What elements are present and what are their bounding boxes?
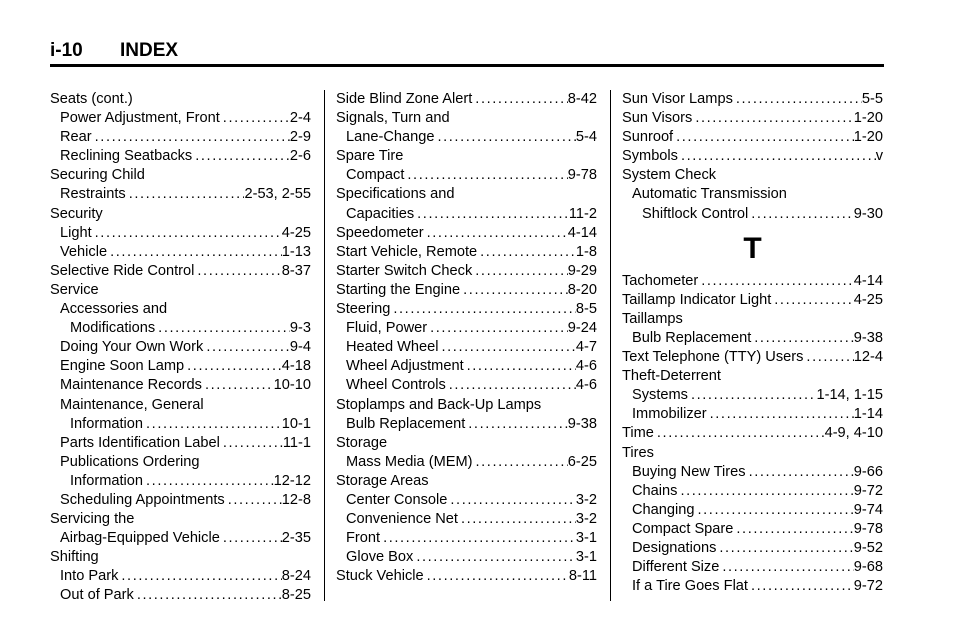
index-entry <box>336 243 597 262</box>
entry-term: Convenience Net <box>346 511 458 528</box>
entry-page-ref: 3-2 <box>575 511 597 528</box>
entry-term: Restraints <box>60 186 126 203</box>
index-entry <box>336 434 597 453</box>
index-entry <box>50 434 311 453</box>
dot-leader <box>107 243 282 262</box>
entry-page-ref: 5-5 <box>861 91 883 107</box>
entry-term: Mass Media (MEM) <box>346 453 473 470</box>
entry-term: Selective Ride Control <box>50 262 195 279</box>
entry-term: Maintenance, General <box>60 396 204 413</box>
entry-term: Compact Spare <box>632 520 734 537</box>
dot-leader <box>220 109 290 128</box>
entry-term: Starting the Engine <box>336 281 461 298</box>
entry-page-ref: 8-11 <box>568 568 597 585</box>
index-entry <box>336 281 597 300</box>
index-entry <box>622 463 883 482</box>
entry-page-ref: 4-25 <box>853 291 883 308</box>
index-entry <box>622 272 883 291</box>
entry-page-ref: 9-78 <box>853 520 883 537</box>
page-number: i-10 <box>50 40 83 61</box>
dot-leader <box>654 424 825 443</box>
entry-term: Into Park <box>60 568 119 585</box>
index-entry <box>336 300 597 319</box>
entry-term: Airbag-Equipped Vehicle <box>60 530 220 547</box>
dot-leader <box>143 472 274 491</box>
entry-term: Fluid, Power <box>346 320 428 337</box>
dot-leader <box>118 567 281 586</box>
column-divider <box>324 90 325 601</box>
index-entry <box>622 348 883 367</box>
index-entry <box>50 262 311 281</box>
dot-leader <box>707 405 854 424</box>
entry-term: Different Size <box>632 559 720 576</box>
index-entry <box>336 262 597 281</box>
index-entry <box>50 453 311 472</box>
index-entry <box>336 109 597 128</box>
entry-page-ref: 5-4 <box>575 129 597 146</box>
entry-term: Specifications and <box>336 186 455 203</box>
entry-term: Light <box>60 224 92 241</box>
index-column-3 <box>622 90 883 596</box>
index-entry <box>622 90 883 109</box>
index-entry <box>50 415 311 434</box>
entry-term: Bulb Replacement <box>346 415 466 432</box>
index-entry <box>336 166 597 185</box>
dot-leader <box>694 501 853 520</box>
entry-page-ref: 2-4 <box>289 110 311 127</box>
entry-page-ref: 1-14 <box>853 406 883 423</box>
entry-page-ref: 4-6 <box>575 377 597 394</box>
index-entry <box>336 128 597 147</box>
index-entry <box>622 128 883 147</box>
dot-leader <box>414 205 569 224</box>
index-entry <box>50 128 311 147</box>
dot-leader <box>424 567 569 586</box>
dot-leader <box>716 539 853 558</box>
entry-page-ref: 4-14 <box>567 224 597 241</box>
index-entry <box>622 501 883 520</box>
index-entry <box>622 405 883 424</box>
section-letter: T <box>743 231 762 265</box>
dot-leader <box>733 90 862 109</box>
entry-term: Publications Ordering <box>60 453 200 470</box>
entry-term: Out of Park <box>60 587 134 604</box>
index-entry <box>622 367 883 386</box>
dot-leader <box>203 338 290 357</box>
index-entry <box>622 577 883 596</box>
index-entry <box>622 444 883 463</box>
dot-leader <box>673 128 854 147</box>
dot-leader <box>194 262 281 281</box>
index-entry <box>50 319 311 338</box>
index-entry <box>622 310 883 329</box>
entry-page-ref: 10-10 <box>273 377 311 394</box>
index-entry <box>50 396 311 415</box>
index-entry <box>50 243 311 262</box>
index-entry <box>336 90 597 109</box>
entry-term: Buying New Tires <box>632 463 746 480</box>
dot-leader <box>143 415 282 434</box>
index-entry <box>336 472 597 491</box>
entry-term: Tachometer <box>622 272 699 289</box>
entry-term: Rear <box>60 129 92 146</box>
entry-page-ref: 9-72 <box>853 482 883 499</box>
index-entry <box>50 205 311 224</box>
dot-leader <box>390 300 576 319</box>
entry-page-ref: 10-1 <box>281 415 311 432</box>
dot-leader <box>472 262 568 281</box>
dot-leader <box>220 434 283 453</box>
entry-term: Doing Your Own Work <box>60 339 204 356</box>
entry-term: Securing Child <box>50 167 145 184</box>
dot-leader <box>473 453 568 472</box>
entry-page-ref: 9-3 <box>289 320 311 337</box>
entry-page-ref: 9-52 <box>853 539 883 556</box>
dot-leader <box>184 357 282 376</box>
entry-page-ref: 2-35 <box>281 530 311 547</box>
entry-term: Maintenance Records <box>60 377 202 394</box>
dot-leader <box>748 577 854 596</box>
entry-page-ref: 9-30 <box>853 205 883 222</box>
entry-term: Scheduling Appointments <box>60 491 225 508</box>
index-entry <box>50 548 311 567</box>
entry-page-ref: 4-6 <box>575 358 597 375</box>
index-entry <box>336 224 597 243</box>
dot-leader <box>688 386 817 405</box>
index-entry <box>336 415 597 434</box>
entry-page-ref: 3-1 <box>575 549 597 566</box>
entry-term: Storage <box>336 434 388 451</box>
index-entry <box>336 185 597 204</box>
index-entry <box>622 109 883 128</box>
index-entry <box>336 357 597 376</box>
entry-term: Capacities <box>346 205 415 222</box>
entry-term: Modifications <box>70 320 156 337</box>
entry-term: Wheel Controls <box>346 377 446 394</box>
entry-page-ref: 12-12 <box>273 472 311 489</box>
entry-page-ref: 11-2 <box>568 205 597 222</box>
entry-page-ref: 4-9, 4-10 <box>824 425 883 442</box>
index-entry <box>50 90 311 109</box>
entry-page-ref: 9-24 <box>567 320 597 337</box>
dot-leader <box>719 558 853 577</box>
index-entry <box>336 376 597 395</box>
entry-page-ref: 12-4 <box>853 349 883 366</box>
entry-page-ref: 9-78 <box>567 167 597 184</box>
entry-page-ref: 8-20 <box>567 281 597 298</box>
entry-page-ref: 2-9 <box>289 129 311 146</box>
entry-term: Vehicle <box>60 243 108 260</box>
index-entry <box>622 329 883 348</box>
dot-leader <box>477 243 576 262</box>
entry-term: If a Tire Goes Flat <box>632 578 748 595</box>
entry-page-ref: 2-6 <box>289 148 311 165</box>
dot-leader <box>404 166 567 185</box>
index-entry <box>50 300 311 319</box>
dot-leader <box>446 376 576 395</box>
entry-term: Taillamps <box>622 310 683 327</box>
index-entry <box>622 539 883 558</box>
index-column-1 <box>50 90 311 606</box>
dot-leader <box>225 491 282 510</box>
entry-term: Stuck Vehicle <box>336 568 424 585</box>
column-divider <box>610 90 611 601</box>
entry-page-ref: v <box>875 148 883 165</box>
index-entry <box>50 357 311 376</box>
index-entry <box>50 567 311 586</box>
entry-term: Stoplamps and Back-Up Lamps <box>336 396 542 413</box>
index-entry <box>622 386 883 405</box>
entry-term: Text Telephone (TTY) Users <box>622 349 804 366</box>
dot-leader <box>464 357 576 376</box>
entry-page-ref: 9-74 <box>853 501 883 518</box>
index-entry <box>50 224 311 243</box>
entry-term: Accessories and <box>60 301 168 318</box>
entry-page-ref: 4-18 <box>281 358 311 375</box>
entry-term: Wheel Adjustment <box>346 358 464 375</box>
entry-term: Sunroof <box>622 129 674 146</box>
entry-page-ref: 9-68 <box>853 559 883 576</box>
entry-term: Taillamp Indicator Light <box>622 291 772 308</box>
index-entry <box>336 338 597 357</box>
index-entry <box>336 510 597 529</box>
dot-leader <box>92 128 290 147</box>
entry-term: Immobilizer <box>632 406 707 423</box>
entry-page-ref: 4-25 <box>281 224 311 241</box>
entry-page-ref: 8-37 <box>281 262 311 279</box>
index-entry <box>622 558 883 577</box>
entry-term: Signals, Turn and <box>336 110 450 127</box>
index-entry <box>50 147 311 166</box>
index-entry <box>336 453 597 472</box>
dot-leader <box>438 338 575 357</box>
index-entry <box>336 567 597 586</box>
entry-term: Lane-Change <box>346 129 435 146</box>
dot-leader <box>465 415 568 434</box>
index-entry <box>336 529 597 548</box>
index-entry <box>50 376 311 395</box>
entry-term: Bulb Replacement <box>632 329 752 346</box>
entry-term: Side Blind Zone Alert <box>336 91 473 107</box>
entry-page-ref: 9-38 <box>567 415 597 432</box>
entry-page-ref: 1-20 <box>853 129 883 146</box>
page-title: INDEX <box>120 40 179 61</box>
entry-term: Theft-Deterrent <box>622 368 721 385</box>
index-entry <box>50 109 311 128</box>
entry-term: Automatic Transmission <box>632 186 787 203</box>
entry-term: Start Vehicle, Remote <box>336 243 478 260</box>
entry-page-ref: 3-1 <box>575 530 597 547</box>
entry-page-ref: 1-13 <box>281 243 311 260</box>
entry-term: Steering <box>336 301 391 318</box>
index-entry <box>336 548 597 567</box>
entry-page-ref: 9-4 <box>289 339 311 356</box>
entry-term: System Check <box>622 167 717 184</box>
dot-leader <box>380 529 576 548</box>
index-entry <box>50 281 311 300</box>
index-entry <box>622 166 883 185</box>
index-entry <box>50 491 311 510</box>
dot-leader <box>192 147 290 166</box>
entry-term: Starter Switch Check <box>336 262 473 279</box>
page-header <box>50 38 884 67</box>
index-entry <box>50 338 311 357</box>
dot-leader <box>424 224 568 243</box>
entry-page-ref: 8-24 <box>281 568 311 585</box>
dot-leader <box>751 329 854 348</box>
dot-leader <box>134 586 282 605</box>
entry-term: Glove Box <box>346 549 414 566</box>
dot-leader <box>748 205 854 224</box>
index-entry <box>336 147 597 166</box>
index-entry <box>622 520 883 539</box>
entry-term: Time <box>622 425 654 442</box>
dot-leader <box>677 482 853 501</box>
entry-page-ref: 3-2 <box>575 491 597 508</box>
dot-leader <box>447 491 576 510</box>
dot-leader <box>746 463 854 482</box>
entry-term: Symbols <box>622 148 678 165</box>
entry-page-ref: 9-29 <box>567 262 597 279</box>
entry-term: Sun Visors <box>622 110 693 127</box>
entry-page-ref: 1-20 <box>853 110 883 127</box>
entry-page-ref: 12-8 <box>281 491 311 508</box>
dot-leader <box>427 319 568 338</box>
entry-term: Power Adjustment, Front <box>60 110 220 127</box>
index-entry <box>50 529 311 548</box>
index-entry <box>336 396 597 415</box>
dot-leader <box>92 224 282 243</box>
entry-page-ref: 9-66 <box>853 463 883 480</box>
entry-term: Storage Areas <box>336 472 429 489</box>
entry-term: Systems <box>632 387 688 404</box>
entry-term: Compact <box>346 167 405 184</box>
entry-term: Parts Identification Label <box>60 434 220 451</box>
entry-term: Information <box>70 415 144 432</box>
entry-term: Shiftlock Control <box>642 205 749 222</box>
entry-page-ref: 9-72 <box>853 578 883 595</box>
index-entry <box>50 185 311 204</box>
dot-leader <box>220 529 282 548</box>
entry-page-ref: 8-42 <box>567 91 597 107</box>
dot-leader <box>413 548 576 567</box>
index-entry <box>622 205 883 224</box>
entry-page-ref: 11-1 <box>282 434 311 451</box>
dot-leader <box>771 291 854 310</box>
entry-term: Engine Soon Lamp <box>60 358 185 375</box>
index-entry <box>622 147 883 166</box>
index-entry <box>622 424 883 443</box>
entry-page-ref: 4-14 <box>853 272 883 289</box>
dot-leader <box>678 147 876 166</box>
entry-term: Speedometer <box>336 224 424 241</box>
entry-page-ref: 1-14, 1-15 <box>816 387 883 404</box>
index-entry <box>50 586 311 605</box>
index-entry <box>336 491 597 510</box>
dot-leader <box>126 185 245 204</box>
dot-leader <box>692 109 853 128</box>
entry-page-ref: 9-38 <box>853 329 883 346</box>
entry-page-ref: 8-5 <box>575 301 597 318</box>
entry-page-ref: 4-7 <box>575 339 597 356</box>
index-entry <box>50 472 311 491</box>
dot-leader <box>460 281 568 300</box>
dot-leader <box>155 319 290 338</box>
dot-leader <box>458 510 576 529</box>
entry-term: Seats (cont.) <box>50 91 133 107</box>
dot-leader <box>202 376 274 395</box>
dot-leader <box>698 272 854 291</box>
entry-term: Spare Tire <box>336 148 404 165</box>
entry-term: Chains <box>632 482 678 499</box>
entry-term: Tires <box>622 444 654 461</box>
entry-term: Designations <box>632 539 717 556</box>
entry-term: Service <box>50 281 99 298</box>
entry-term: Front <box>346 530 381 547</box>
entry-term: Security <box>50 205 103 222</box>
entry-term: Center Console <box>346 491 448 508</box>
entry-term: Changing <box>632 501 695 518</box>
entry-page-ref: 8-25 <box>281 587 311 604</box>
index-column-2 <box>336 90 597 586</box>
index-entry <box>336 319 597 338</box>
entry-page-ref: 2-53, 2-55 <box>244 186 311 203</box>
dot-leader <box>472 90 567 109</box>
entry-term: Reclining Seatbacks <box>60 148 193 165</box>
index-entry <box>336 205 597 224</box>
index-entry <box>622 185 883 204</box>
index-entry <box>622 482 883 501</box>
entry-term: Information <box>70 472 144 489</box>
dot-leader <box>733 520 853 539</box>
entry-term: Sun Visor Lamps <box>622 91 733 107</box>
entry-term: Servicing the <box>50 511 135 528</box>
dot-leader <box>434 128 575 147</box>
index-entry <box>50 166 311 185</box>
dot-leader <box>803 348 853 367</box>
entry-term: Shifting <box>50 549 99 566</box>
entry-page-ref: 1-8 <box>575 243 597 260</box>
index-entry <box>50 510 311 529</box>
entry-page-ref: 6-25 <box>567 453 597 470</box>
index-entry <box>622 291 883 310</box>
entry-term: Heated Wheel <box>346 339 439 356</box>
